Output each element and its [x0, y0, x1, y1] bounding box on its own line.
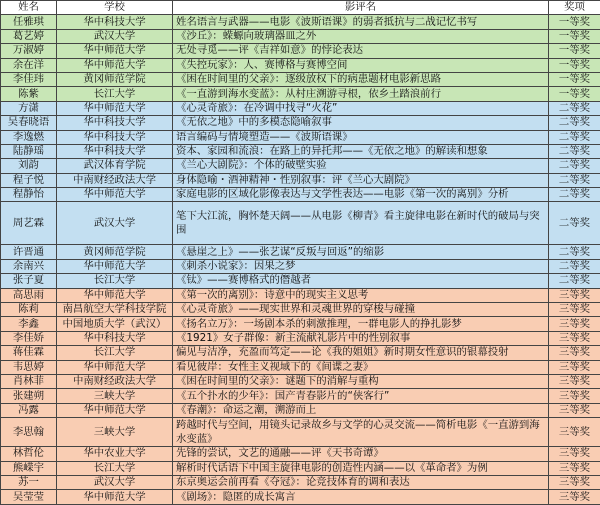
- name-cell: 李逸燃: [1, 130, 57, 144]
- school-cell: 华中农业大学: [57, 447, 173, 461]
- award-cell: 三等奖: [549, 403, 600, 417]
- school-cell: 华中科技大学: [57, 15, 173, 29]
- award-cell: 二等奖: [549, 173, 600, 187]
- school-cell: 武汉大学: [57, 29, 173, 43]
- school-cell: 华中师范大学: [57, 259, 173, 273]
- name-cell: 吴莹莹: [1, 490, 57, 504]
- name-cell: 陆静瑶: [1, 144, 57, 158]
- award-cell: 二等奖: [549, 144, 600, 158]
- award-cell: 一等奖: [549, 29, 600, 43]
- award-cell: 二等奖: [549, 188, 600, 202]
- award-cell: 三等奖: [549, 317, 600, 331]
- school-cell: 华中师范大学: [57, 58, 173, 72]
- table-row: [1, 418, 600, 447]
- school-cell: 华中师范大学: [57, 490, 173, 504]
- review-cell: 姓名语言与武器——电影《波斯语课》的弱者抵抗与二战记忆书写: [173, 15, 549, 29]
- name-cell: 冯露: [1, 403, 57, 417]
- review-cell: 跨越时代与空间，用镜头记录故乡与文学的心灵交流——简析电影《一直游到海水变蓝》: [173, 418, 549, 447]
- table-row: [1, 374, 600, 388]
- award-cell: 三等奖: [549, 475, 600, 489]
- header-school: 学校: [57, 1, 173, 15]
- school-cell: 三峡大学: [57, 418, 173, 447]
- name-cell: 许晋通: [1, 245, 57, 259]
- table-row: [1, 245, 600, 259]
- table-row: [1, 360, 600, 374]
- school-cell: 华中科技大学: [57, 116, 173, 130]
- name-cell: 熊嵘宇: [1, 461, 57, 475]
- school-cell: 武汉大学: [57, 475, 173, 489]
- award-cell: 二等奖: [549, 101, 600, 115]
- table-row: [1, 288, 600, 302]
- review-cell: 《刺杀小说家》：因果之梦: [173, 259, 549, 273]
- school-cell: 华中科技大学: [57, 130, 173, 144]
- review-cell: 看见彼岸：女性主义视域下的《间谍之妻》: [173, 360, 549, 374]
- table-row: [1, 29, 600, 43]
- school-cell: 华中师范大学: [57, 188, 173, 202]
- school-cell: 黄冈师范学院: [57, 245, 173, 259]
- table-row: [1, 202, 600, 245]
- review-cell: 语言编码与情境塑造——《波斯语课》: [173, 130, 549, 144]
- table-row: [1, 72, 600, 86]
- review-cell: 《无依之地》中的多模态隐喻叙事: [173, 116, 549, 130]
- review-cell: 先锋的尝试，文艺的通融——评《天书奇谭》: [173, 447, 549, 461]
- name-cell: 李思翰: [1, 418, 57, 447]
- school-cell: 华中师范大学: [57, 44, 173, 58]
- award-cell: 二等奖: [549, 245, 600, 259]
- table-row: [1, 101, 600, 115]
- header-row: [1, 1, 600, 15]
- school-cell: 中南财经政法大学: [57, 374, 173, 388]
- award-cell: 二等奖: [549, 130, 600, 144]
- school-cell: 华中师范大学: [57, 288, 173, 302]
- review-cell: 解析时代话语下中国主旋律电影的创造性内涵——以《革命者》为例: [173, 461, 549, 475]
- school-cell: 华中师范大学: [57, 360, 173, 374]
- table-row: [1, 490, 600, 504]
- review-cell: 家庭电影的区域化影像表达与文学性表达——电影《第一次的离别》分析: [173, 188, 549, 202]
- review-cell: 《1921》女子群像：新主流献礼影片中的性别叙事: [173, 331, 549, 345]
- name-cell: 吴春晓语: [1, 116, 57, 130]
- school-cell: 长江大学: [57, 87, 173, 101]
- review-cell: 《钛》——赛博格式的僭越者: [173, 274, 549, 288]
- review-cell: 东京奥运会前再看《夺冠》：论竞技体育的调和表达: [173, 475, 549, 489]
- award-cell: 三等奖: [549, 288, 600, 302]
- name-cell: 周艺霖: [1, 202, 57, 245]
- name-cell: 余南兴: [1, 259, 57, 273]
- name-cell: 陈紫: [1, 87, 57, 101]
- table-row: [1, 15, 600, 29]
- header-name: 姓名: [1, 1, 57, 15]
- award-cell: 二等奖: [549, 259, 600, 273]
- review-cell: 《剧场》：隐匿的成长寓言: [173, 490, 549, 504]
- award-cell: 一等奖: [549, 72, 600, 86]
- review-cell: 《沙丘》：蝾螈向玻璃器皿之外: [173, 29, 549, 43]
- table-row: [1, 331, 600, 345]
- table-row: [1, 130, 600, 144]
- header-review: 影评名: [173, 1, 549, 15]
- name-cell: 刘韵: [1, 159, 57, 173]
- school-cell: 中国地质大学（武汉）: [57, 317, 173, 331]
- name-cell: 李鑫: [1, 317, 57, 331]
- name-cell: 蒋佳霖: [1, 346, 57, 360]
- award-cell: 三等奖: [549, 360, 600, 374]
- table-row: [1, 346, 600, 360]
- table-row: [1, 317, 600, 331]
- review-cell: 《第一次的离别》：诗意中的现实主义思考: [173, 288, 549, 302]
- name-cell: 肖林菲: [1, 374, 57, 388]
- name-cell: 程静怡: [1, 188, 57, 202]
- review-cell: 《五个扑水的少年》：国产青春影片的“侠客行”: [173, 389, 549, 403]
- name-cell: 方潇: [1, 101, 57, 115]
- name-cell: 程子悦: [1, 173, 57, 187]
- award-cell: 二等奖: [549, 116, 600, 130]
- school-cell: 华中师范大学: [57, 101, 173, 115]
- review-cell: 《困在时间里的父亲》：逐级放权下的病患题材电影新思路: [173, 72, 549, 86]
- review-cell: 身体隐喻・酒神精神・性别叙事：评《兰心大剧院》: [173, 173, 549, 187]
- name-cell: 李佳玮: [1, 72, 57, 86]
- table-row: [1, 447, 600, 461]
- award-cell: 三等奖: [549, 418, 600, 447]
- table-row: [1, 475, 600, 489]
- school-cell: 华中科技大学: [57, 331, 173, 345]
- review-cell: 《一直游到海水变蓝》：从村庄溯游寻根，依乡土踏浪前行: [173, 87, 549, 101]
- name-cell: 苏一: [1, 475, 57, 489]
- table-body: [1, 15, 600, 504]
- school-cell: 武汉体育学院: [57, 159, 173, 173]
- table-row: [1, 389, 600, 403]
- award-cell: 三等奖: [549, 447, 600, 461]
- award-cell: 三等奖: [549, 461, 600, 475]
- review-cell: 《悬崖之上》——张艺谋“反叛与回返”的缩影: [173, 245, 549, 259]
- review-cell: 无处寻觅——评《吉祥如意》的悖论表达: [173, 44, 549, 58]
- table-row: [1, 116, 600, 130]
- review-cell: 《春潮》：命运之潮，溯游而上: [173, 403, 549, 417]
- school-cell: 三峡大学: [57, 389, 173, 403]
- table-row: [1, 87, 600, 101]
- table-row: [1, 188, 600, 202]
- award-cell: 二等奖: [549, 159, 600, 173]
- award-cell: 二等奖: [549, 274, 600, 288]
- school-cell: 长江大学: [57, 274, 173, 288]
- school-cell: 武汉大学: [57, 202, 173, 245]
- school-cell: 中南财经政法大学: [57, 173, 173, 187]
- name-cell: 任雅琪: [1, 15, 57, 29]
- table-row: [1, 403, 600, 417]
- award-cell: 二等奖: [549, 202, 600, 245]
- table-row: [1, 303, 600, 317]
- review-cell: 《兰心大剧院》：个体的破壁实验: [173, 159, 549, 173]
- table-row: [1, 144, 600, 158]
- review-cell: 《失控玩家》：人、赛博格与赛博空间: [173, 58, 549, 72]
- table-row: [1, 274, 600, 288]
- name-cell: 张子夏: [1, 274, 57, 288]
- table-row: [1, 173, 600, 187]
- award-cell: 三等奖: [549, 374, 600, 388]
- award-cell: 三等奖: [549, 490, 600, 504]
- name-cell: 李佳娇: [1, 331, 57, 345]
- school-cell: 长江大学: [57, 346, 173, 360]
- school-cell: 南昌航空大学科技学院: [57, 303, 173, 317]
- name-cell: 高思雨: [1, 288, 57, 302]
- review-cell: 资本、家园和流浪：在路上的异托邦——《无依之地》的解读和想象: [173, 144, 549, 158]
- review-cell: 《心灵奇旅》——现实世界和灵魂世界的穿梭与碰撞: [173, 303, 549, 317]
- review-cell: 《困在时间里的父亲》：谜题下的消解与重构: [173, 374, 549, 388]
- award-cell: 一等奖: [549, 15, 600, 29]
- school-cell: 华中师范大学: [57, 403, 173, 417]
- table-row: [1, 461, 600, 475]
- school-cell: 华中科技大学: [57, 144, 173, 158]
- name-cell: 余在洋: [1, 58, 57, 72]
- award-cell: 三等奖: [549, 331, 600, 345]
- review-cell: 笔下大江流，胸怀楚天阔——从电影《柳青》看主旋律电影在新时代的破局与突围: [173, 202, 549, 245]
- header-award: 奖项: [549, 1, 600, 15]
- table-row: [1, 58, 600, 72]
- name-cell: 张建朔: [1, 389, 57, 403]
- review-cell: 《心灵奇旅》：在冷调中找寻“火花”: [173, 101, 549, 115]
- award-cell: 三等奖: [549, 346, 600, 360]
- award-cell: 三等奖: [549, 389, 600, 403]
- award-cell: 一等奖: [549, 87, 600, 101]
- name-cell: 韦思婷: [1, 360, 57, 374]
- table-row: [1, 259, 600, 273]
- name-cell: 林哲伦: [1, 447, 57, 461]
- name-cell: 万淑婷: [1, 44, 57, 58]
- school-cell: 黄冈师范学院: [57, 72, 173, 86]
- school-cell: 长江大学: [57, 461, 173, 475]
- name-cell: 陈莉: [1, 303, 57, 317]
- award-cell: 一等奖: [549, 58, 600, 72]
- award-cell: 三等奖: [549, 303, 600, 317]
- award-cell: 一等奖: [549, 44, 600, 58]
- review-cell: 偏见与洁净，充盈而笃定——论《我的姐姐》新时期女性意识的银幕投射: [173, 346, 549, 360]
- table-row: [1, 159, 600, 173]
- review-cell: 《扬名立万》：一场剧本杀的刺激推理，一群电影人的挣扎影梦: [173, 317, 549, 331]
- name-cell: 葛艺婷: [1, 29, 57, 43]
- table-row: [1, 44, 600, 58]
